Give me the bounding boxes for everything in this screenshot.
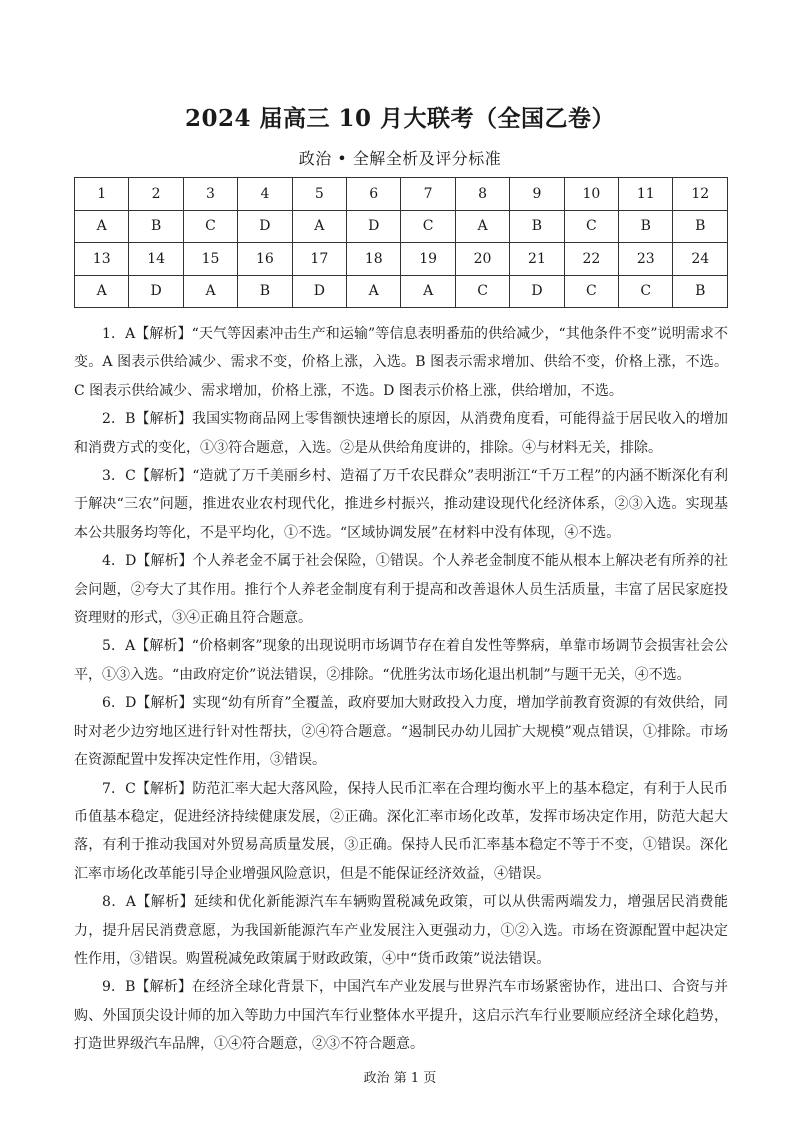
document-subtitle: 政治 • 全解全析及评分标准	[298, 149, 502, 168]
question-number-cell: 24	[673, 243, 728, 276]
answer-cell: D	[510, 275, 564, 308]
question-number-cell: 19	[401, 243, 455, 276]
question-number-cell: 8	[455, 178, 509, 211]
question-number-cell: 12	[673, 178, 728, 211]
answer-cell: B	[619, 210, 673, 243]
question-number-cell: 3	[183, 178, 237, 211]
answer-cell: B	[510, 210, 564, 243]
answer-cell: D	[292, 275, 346, 308]
answer-cell: A	[292, 210, 346, 243]
analysis-paragraph: 4．D【解析】个人养老金不属于社会保险，①错误。个人养老金制度不能从根本上解决老有所养的社会问题，②夸大了其作用。推行个人养老金制度有利于提高和改善退休人员生活质量，丰富了居民家庭投资理财的形式，③④正确且符合题意。	[74, 553, 728, 627]
question-number-cell: 20	[455, 243, 509, 276]
answer-row	[75, 210, 728, 243]
question-number-cell: 17	[292, 243, 346, 276]
answer-cell: A	[183, 275, 237, 308]
question-number-cell: 22	[564, 243, 618, 276]
answer-cell: C	[564, 275, 618, 308]
answer-cell: B	[673, 210, 728, 243]
analysis-paragraph: 3．C【解析】“造就了万千美丽乡村、造福了万千农民群众”表明浙江“千万工程”的内涵不断深化有利于解决“三农”问题，推进农业农村现代化，推进乡村振兴，推动建设现代化经济体系，②③入选。实现基本公共服务均等化，不是平均化，①不选。“区域协调发展”在材料中没有体现，④不选。	[74, 468, 728, 541]
question-number-cell: 2	[129, 178, 183, 211]
question-number-cell: 11	[619, 178, 673, 211]
question-number-cell: 18	[347, 243, 401, 276]
page-footer: 政治 第 1 页	[363, 1071, 437, 1086]
answer-cell: D	[238, 210, 292, 243]
answer-cell: C	[619, 275, 673, 308]
answer-row	[75, 275, 728, 308]
question-number-cell: 5	[292, 178, 346, 211]
analysis-paragraph: 2．B【解析】我国实物商品网上零售额快速增长的原因，从消费角度看，可能得益于居民收入的增加和消费方式的变化，①③符合题意，入选。②是从供给角度讲的，排除。④与材料无关，排除。	[74, 411, 728, 456]
question-number-cell: 16	[238, 243, 292, 276]
question-number-cell: 9	[510, 178, 564, 211]
answer-cell: D	[129, 275, 183, 308]
document-title: 2024 届高三 10 月大联考（全国乙卷）	[184, 105, 616, 132]
question-number-row	[75, 178, 728, 211]
question-number-cell: 6	[347, 178, 401, 211]
answer-cell: D	[347, 210, 401, 243]
question-number-cell: 14	[129, 243, 183, 276]
analysis-paragraph: 1．A【解析】“天气等因素冲击生产和运输”等信息表明番茄的供给减少，“其他条件不变”说明需求不变。A 图表示供给减少、需求不变，价格上涨，入选。B 图表示需求增加、供给不变，价格上涨，不选。C 图表示供给减少、需求增加，价格上涨，不选。D 图表示价格上涨，供给增加，不选。	[74, 326, 728, 399]
answer-cell: B	[129, 210, 183, 243]
answer-table	[74, 177, 728, 308]
analysis-paragraph: 7．C【解析】防范汇率大起大落风险，保持人民币汇率在合理均衡水平上的基本稳定，有利于人民币币值基本稳定，促进经济持续健康发展，②正确。深化汇率市场化改革，发挥市场决定作用，防范大起大落，有利于推动我国对外贸易高质量发展，③正确。保持人民币汇率基本稳定不等于不变，①错误。深化汇率市场化改革能引导企业增强风险意识，但是不能保证经济效益，④错误。	[74, 780, 728, 882]
answer-cell: A	[75, 275, 129, 308]
answer-cell: B	[673, 275, 728, 308]
answer-cell: A	[75, 210, 129, 243]
question-number-cell: 15	[183, 243, 237, 276]
analysis-paragraph: 8．A【解析】延续和优化新能源汽车车辆购置税减免政策，可以从供需两端发力，增强居民消费能力，提升居民消费意愿，为我国新能源汽车产业发展注入更强动力，①②入选。市场在资源配置中起决定性作用，③错误。购置税减免政策属于财政政策，④中“货币政策”说法错误。	[74, 894, 728, 967]
question-number-cell: 23	[619, 243, 673, 276]
answer-cell: C	[455, 275, 509, 308]
question-number-cell: 4	[238, 178, 292, 211]
answer-cell: C	[183, 210, 237, 243]
answer-cell: A	[347, 275, 401, 308]
question-number-cell: 1	[75, 178, 129, 211]
question-number-cell: 7	[401, 178, 455, 211]
answer-cell: A	[401, 275, 455, 308]
answer-cell: A	[455, 210, 509, 243]
analysis-paragraph: 6．D【解析】实现“幼有所育”全覆盖，政府要加大财政投入力度，增加学前教育资源的有效供给，同时对老少边穷地区进行针对性帮扶，②④符合题意。“遏制民办幼儿园扩大规模”观点错误，①排除。市场在资源配置中发挥决定性作用，③错误。	[74, 695, 728, 769]
analysis-body	[74, 320, 728, 1059]
question-number-row	[75, 243, 728, 276]
answer-cell: B	[238, 275, 292, 308]
question-number-cell: 13	[75, 243, 129, 276]
answer-cell: C	[564, 210, 618, 243]
question-number-cell: 10	[564, 178, 618, 211]
analysis-paragraph: 9．B【解析】在经济全球化背景下，中国汽车产业发展与世界汽车市场紧密协作，进出口、合资与并购、外国顶尖设计师的加入等助力中国汽车行业整体水平提升，这启示汽车行业要顺应经济全球化趋势，打造世界级汽车品牌，①④符合题意，②③不符合题意。	[74, 979, 728, 1053]
question-number-cell: 21	[510, 243, 564, 276]
answer-cell: C	[401, 210, 455, 243]
analysis-paragraph: 5．A【解析】“价格刺客”现象的出现说明市场调节存在着自发性等弊病，单靠市场调节会损害社会公平，①③入选。“由政府定价”说法错误，②排除。“优胜劣汰市场化退出机制”与题干无关，④不选。	[74, 638, 728, 683]
